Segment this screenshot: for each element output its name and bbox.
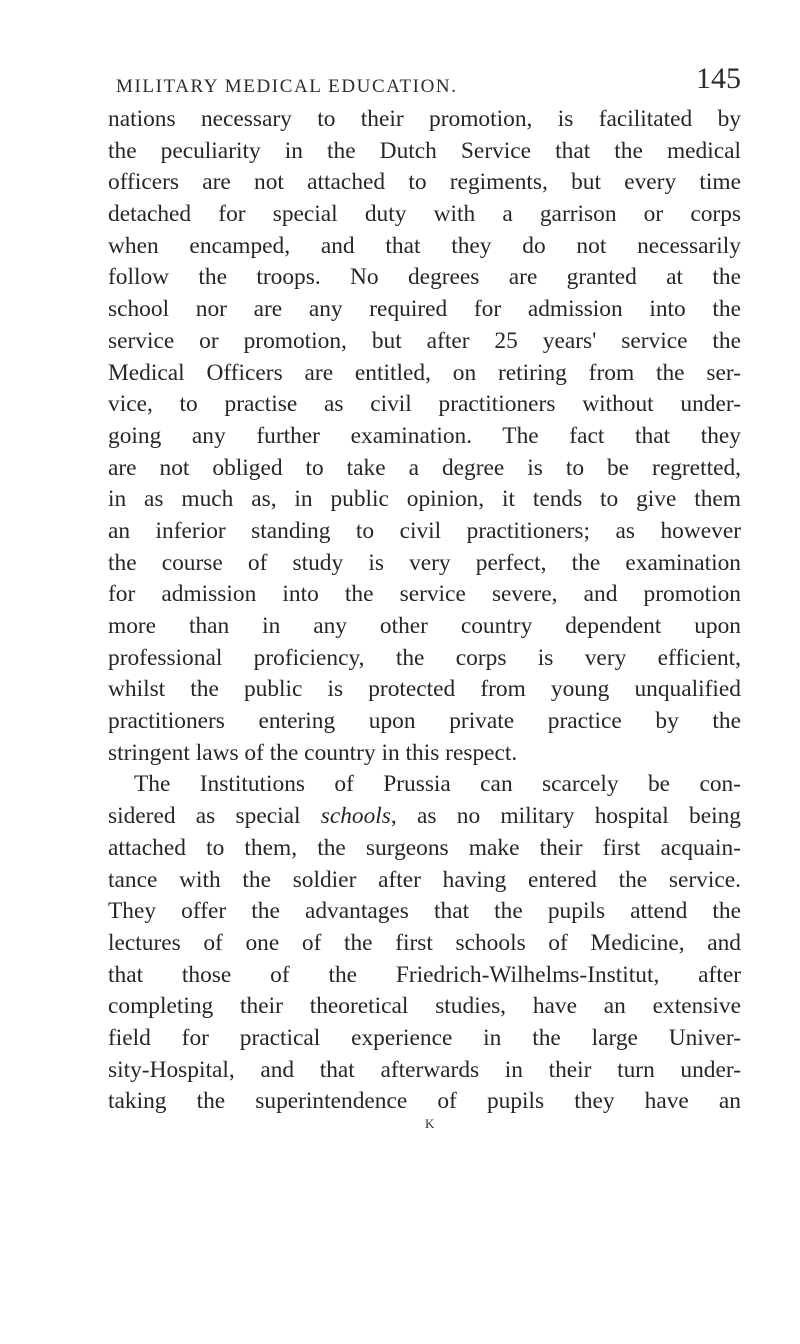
text-line: professional proficiency, the corps is very efficient, xyxy=(108,644,741,671)
text-line: when encamped, and that they do not necessarily xyxy=(108,232,741,259)
running-title: MILITARY MEDICAL EDUCATION. xyxy=(116,76,458,97)
text-line-with-italic xyxy=(108,801,741,833)
text-line: going any further examination. The fact that they xyxy=(108,422,741,449)
text-line: nations necessary to their promotion, is facilitated by xyxy=(108,106,741,132)
text-fragment: sidered as special xyxy=(108,803,301,830)
text-line: school nor are any required for admission into the xyxy=(108,296,741,323)
text-line: service or promotion, but after 25 years' service the xyxy=(108,327,741,354)
text-line: are not obliged to take a degree is to be regretted, xyxy=(108,454,741,481)
text-line: attached to them, the surgeons make their first acquain- xyxy=(108,834,741,861)
text-line: practitioners entering upon private practice by the xyxy=(108,708,741,735)
page-number: 145 xyxy=(696,62,741,95)
text-line: tance with the soldier after having entered the service. xyxy=(108,866,741,893)
text-line: whilst the public is protected from young unqualified xyxy=(108,676,741,703)
text-line: that those of the Friedrich-Wilhelms-Institut, after xyxy=(108,961,741,988)
text-line: the peculiarity in the Dutch Service that the medical xyxy=(108,137,741,164)
text-line: Medical Officers are entitled, on retiring from the ser- xyxy=(108,359,741,386)
italic-word: schools xyxy=(320,803,391,830)
text-line: field for practical experience in the large Univer- xyxy=(108,1024,741,1051)
text-line: more than in any other country dependent upon xyxy=(108,613,741,639)
text-line: officers are not attached to regiments, but every time xyxy=(108,169,741,196)
text-line: for admission into the service severe, and promotion xyxy=(108,581,741,608)
text-fragment: , as no military hospital being xyxy=(390,803,741,830)
text-line: in as much as, in public opinion, it tends to give them xyxy=(108,486,741,513)
body-text xyxy=(108,104,741,1118)
text-line: the course of study is very perfect, the examination xyxy=(108,549,741,576)
text-line: vice, to practise as civil practitioners without under- xyxy=(108,391,741,418)
text-line: an inferior standing to civil practitioners; as however xyxy=(108,517,741,544)
text-line: taking the superintendence of pupils they have an xyxy=(108,1088,741,1115)
text-line: They offer the advantages that the pupils attend the xyxy=(108,898,741,925)
text-line: The Institutions of Prussia can scarcely be con- xyxy=(134,771,741,798)
text-line: detached for special duty with a garrison or corps xyxy=(108,201,741,228)
signature-mark: K xyxy=(425,1116,436,1131)
running-header xyxy=(108,62,741,102)
text-line: follow the troops. No degrees are granted at the xyxy=(108,264,741,291)
text-line: lectures of one of the first schools of Medicine, and xyxy=(108,929,741,956)
text-line: completing their theoretical studies, have an extensive xyxy=(108,993,741,1020)
text-line: stringent laws of the country in this respect. xyxy=(108,739,518,766)
text-line: sity-Hospital, and that afterwards in their turn under- xyxy=(108,1056,741,1083)
